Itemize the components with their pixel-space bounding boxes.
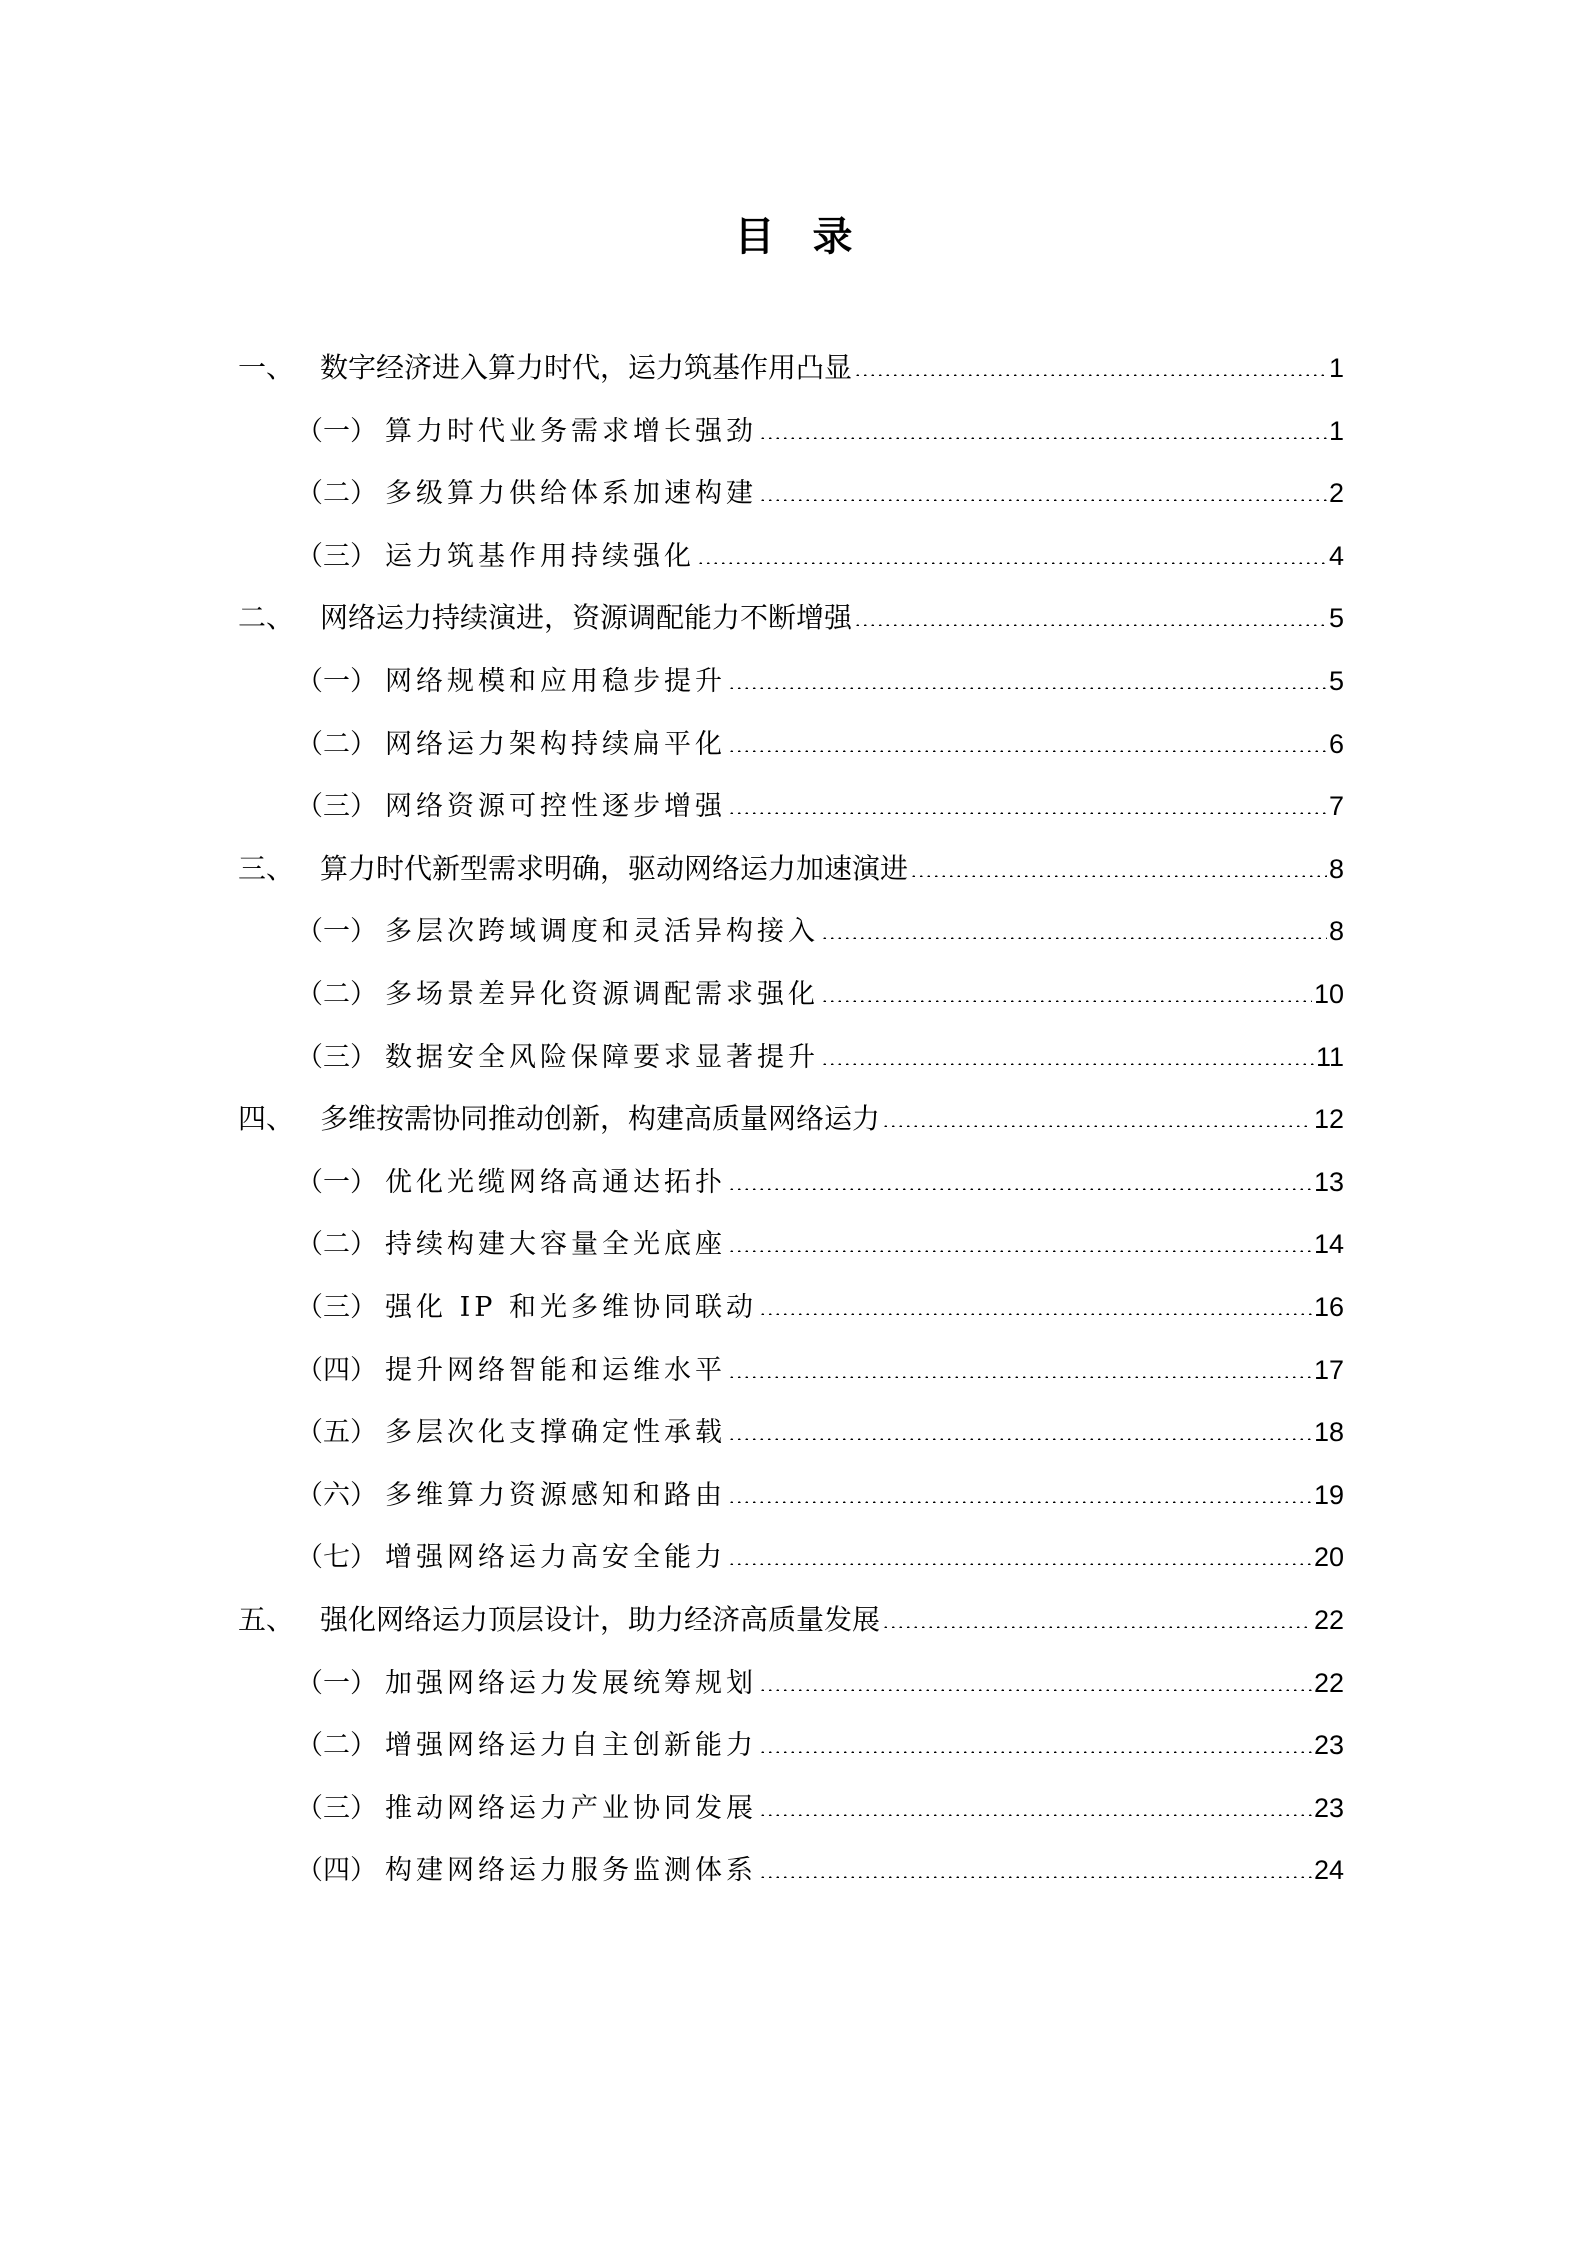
toc-entry-page-number: 13 xyxy=(1313,1166,1344,1197)
toc-entry-number: （七） xyxy=(296,1542,377,1574)
toc-entry-page-number: 23 xyxy=(1313,1730,1344,1761)
toc-entry-title: 多级算力供给体系加速构建 xyxy=(385,478,757,510)
toc-chapter-entry[interactable] xyxy=(238,847,1344,887)
toc-entry-title: 网络规模和应用稳步提升 xyxy=(385,666,726,697)
toc-entry-title: 运力筑基作用持续强化 xyxy=(385,540,695,572)
dot-leader xyxy=(759,1751,1312,1753)
toc-chapter-entry[interactable] xyxy=(238,596,1344,636)
dot-leader xyxy=(697,562,1327,564)
dot-leader xyxy=(910,875,1327,877)
toc-entry-number: （三） xyxy=(296,540,377,572)
toc-entry-title: 增强网络运力高安全能力 xyxy=(385,1542,726,1574)
dot-leader xyxy=(854,624,1327,626)
toc-entry-number: （一） xyxy=(296,1166,377,1198)
dot-leader xyxy=(821,1063,1314,1065)
toc-entry-title: 数据安全风险保障要求显著提升 xyxy=(385,1041,819,1073)
toc-entry-page-number: 8 xyxy=(1328,853,1344,884)
dot-leader xyxy=(728,750,1327,752)
toc-entry-number: （二） xyxy=(296,728,377,760)
dot-leader xyxy=(728,1376,1312,1378)
toc-section-entry[interactable] xyxy=(296,1473,1344,1513)
dot-leader xyxy=(821,937,1327,939)
toc-section-entry[interactable] xyxy=(296,1723,1344,1763)
toc-entry-title: 网络运力架构持续扁平化 xyxy=(385,728,726,760)
toc-entry-page-number: 2 xyxy=(1328,478,1344,509)
toc-entry-page-number: 6 xyxy=(1328,728,1344,759)
toc-chapter-entry[interactable] xyxy=(238,346,1344,386)
toc-entry-title: 算力时代业务需求增长强劲 xyxy=(385,415,757,447)
toc-section-entry[interactable] xyxy=(296,1285,1344,1325)
toc-entry-number: 二、 xyxy=(238,601,295,635)
toc-entry-number: （二） xyxy=(296,478,377,510)
toc-entry-page-number: 1 xyxy=(1328,415,1344,446)
toc-section-entry[interactable] xyxy=(296,534,1344,574)
toc-entry-title: 多维按需协同推动创新，构建高质量网络运力 xyxy=(320,1102,881,1136)
toc-entry-number: （二） xyxy=(296,1730,377,1762)
toc-section-entry[interactable] xyxy=(296,1661,1344,1701)
toc-entry-page-number: 20 xyxy=(1313,1542,1344,1573)
toc-entry-page-number: 16 xyxy=(1313,1292,1344,1322)
dot-leader xyxy=(759,1313,1312,1315)
toc-section-entry[interactable] xyxy=(296,1035,1344,1075)
toc-entry-page-number: 5 xyxy=(1328,666,1344,696)
toc-entry-number: （三） xyxy=(296,1041,377,1073)
toc-entry-page-number: 7 xyxy=(1328,791,1344,822)
page-title: 目录 xyxy=(734,214,891,260)
toc-section-entry[interactable] xyxy=(296,1848,1344,1888)
toc-entry-title: 算力时代新型需求明确，驱动网络运力加速演进 xyxy=(320,851,909,885)
toc-entry-number: 三、 xyxy=(238,851,295,885)
toc-entry-page-number: 22 xyxy=(1313,1667,1344,1698)
toc-section-entry[interactable] xyxy=(296,909,1344,949)
toc-entry-title: 增强网络运力自主创新能力 xyxy=(385,1730,757,1762)
toc-chapter-entry[interactable] xyxy=(238,1598,1344,1638)
toc-entry-number: 一、 xyxy=(238,351,295,384)
toc-entry-title: 多场景差异化资源调配需求强化 xyxy=(385,979,819,1010)
toc-section-entry[interactable] xyxy=(296,1160,1344,1200)
toc-entry-page-number: 24 xyxy=(1313,1855,1344,1886)
toc-entry-number: 四、 xyxy=(238,1102,295,1136)
dot-leader xyxy=(821,1000,1312,1002)
dot-leader xyxy=(759,1689,1312,1691)
toc-entry-number: （一） xyxy=(296,666,377,697)
toc-entry-page-number: 5 xyxy=(1328,603,1344,634)
toc-entry-title: 构建网络运力服务监测体系 xyxy=(385,1855,757,1887)
toc-section-entry[interactable] xyxy=(296,409,1344,449)
toc-entry-title: 多层次跨域调度和灵活异构接入 xyxy=(385,916,819,948)
dot-leader xyxy=(854,374,1327,376)
toc-entry-title: 加强网络运力发展统筹规划 xyxy=(385,1667,757,1699)
toc-entry-title: 优化光缆网络高通达拓扑 xyxy=(385,1166,726,1198)
dot-leader xyxy=(728,1501,1312,1503)
toc-entry-page-number: 8 xyxy=(1328,916,1344,947)
toc-entry-title: 强化 IP 和光多维协同联动 xyxy=(385,1292,757,1323)
toc-section-entry[interactable] xyxy=(296,1348,1344,1388)
dot-leader xyxy=(728,1563,1312,1565)
toc-entry-number: 五、 xyxy=(238,1603,295,1636)
toc-entry-page-number: 18 xyxy=(1313,1417,1344,1448)
toc-entry-page-number: 11 xyxy=(1315,1041,1344,1072)
toc-entry-number: （一） xyxy=(296,415,377,447)
toc-entry-number: （四） xyxy=(296,1354,377,1386)
dot-leader xyxy=(728,1250,1312,1252)
toc-entry-page-number: 1 xyxy=(1328,353,1344,383)
toc-entry-number: （二） xyxy=(296,979,377,1010)
toc-section-entry[interactable] xyxy=(296,1535,1344,1575)
toc-section-entry[interactable] xyxy=(296,1410,1344,1450)
toc-entry-number: （三） xyxy=(296,791,377,823)
dot-leader xyxy=(728,1438,1312,1440)
dot-leader xyxy=(759,1814,1312,1816)
toc-entry-number: （三） xyxy=(296,1792,377,1824)
toc-entry-page-number: 12 xyxy=(1313,1104,1344,1135)
dot-leader xyxy=(759,1876,1312,1878)
dot-leader xyxy=(728,687,1327,689)
toc-entry-page-number: 19 xyxy=(1313,1479,1344,1510)
toc-entry-page-number: 23 xyxy=(1313,1792,1344,1823)
toc-entry-title: 数字经济进入算力时代，运力筑基作用凸显 xyxy=(320,351,853,384)
toc-entry-title: 推动网络运力产业协同发展 xyxy=(385,1792,757,1824)
toc-entry-number: （四） xyxy=(296,1855,377,1887)
toc-entry-title: 网络运力持续演进，资源调配能力不断增强 xyxy=(320,601,853,635)
toc-section-entry[interactable] xyxy=(296,722,1344,762)
toc-entry-number: （五） xyxy=(296,1417,377,1449)
toc-chapter-entry[interactable] xyxy=(238,1097,1344,1137)
dot-leader xyxy=(759,437,1327,439)
toc-entry-title: 网络资源可控性逐步增强 xyxy=(385,791,726,823)
toc-entry-number: （三） xyxy=(296,1292,377,1323)
dot-leader xyxy=(882,1125,1312,1127)
toc-section-entry[interactable] xyxy=(296,972,1344,1012)
toc-entry-page-number: 4 xyxy=(1328,540,1344,571)
toc-entry-title: 多维算力资源感知和路由 xyxy=(385,1479,726,1511)
toc-section-entry[interactable] xyxy=(296,659,1344,699)
dot-leader xyxy=(728,1188,1312,1190)
toc-entry-page-number: 14 xyxy=(1313,1229,1344,1260)
toc-entry-number: （一） xyxy=(296,1667,377,1699)
dot-leader xyxy=(728,812,1327,814)
toc-section-entry[interactable] xyxy=(296,1222,1344,1262)
dot-leader xyxy=(882,1626,1312,1628)
toc-entry-page-number: 10 xyxy=(1313,979,1344,1009)
toc-entry-title: 强化网络运力顶层设计，助力经济高质量发展 xyxy=(320,1603,881,1636)
toc-section-entry[interactable] xyxy=(296,1786,1344,1826)
toc-entry-number: （二） xyxy=(296,1229,377,1261)
dot-leader xyxy=(759,499,1327,501)
toc-entry-page-number: 17 xyxy=(1313,1354,1344,1385)
toc-section-entry[interactable] xyxy=(296,471,1344,511)
toc-entry-title: 多层次化支撑确定性承载 xyxy=(385,1417,726,1449)
toc-entry-title: 持续构建大容量全光底座 xyxy=(385,1229,726,1261)
toc-entry-number: （一） xyxy=(296,916,377,948)
toc-entry-number: （六） xyxy=(296,1479,377,1511)
toc-entry-page-number: 22 xyxy=(1313,1605,1344,1635)
toc-section-entry[interactable] xyxy=(296,784,1344,824)
toc-entry-title: 提升网络智能和运维水平 xyxy=(385,1354,726,1386)
